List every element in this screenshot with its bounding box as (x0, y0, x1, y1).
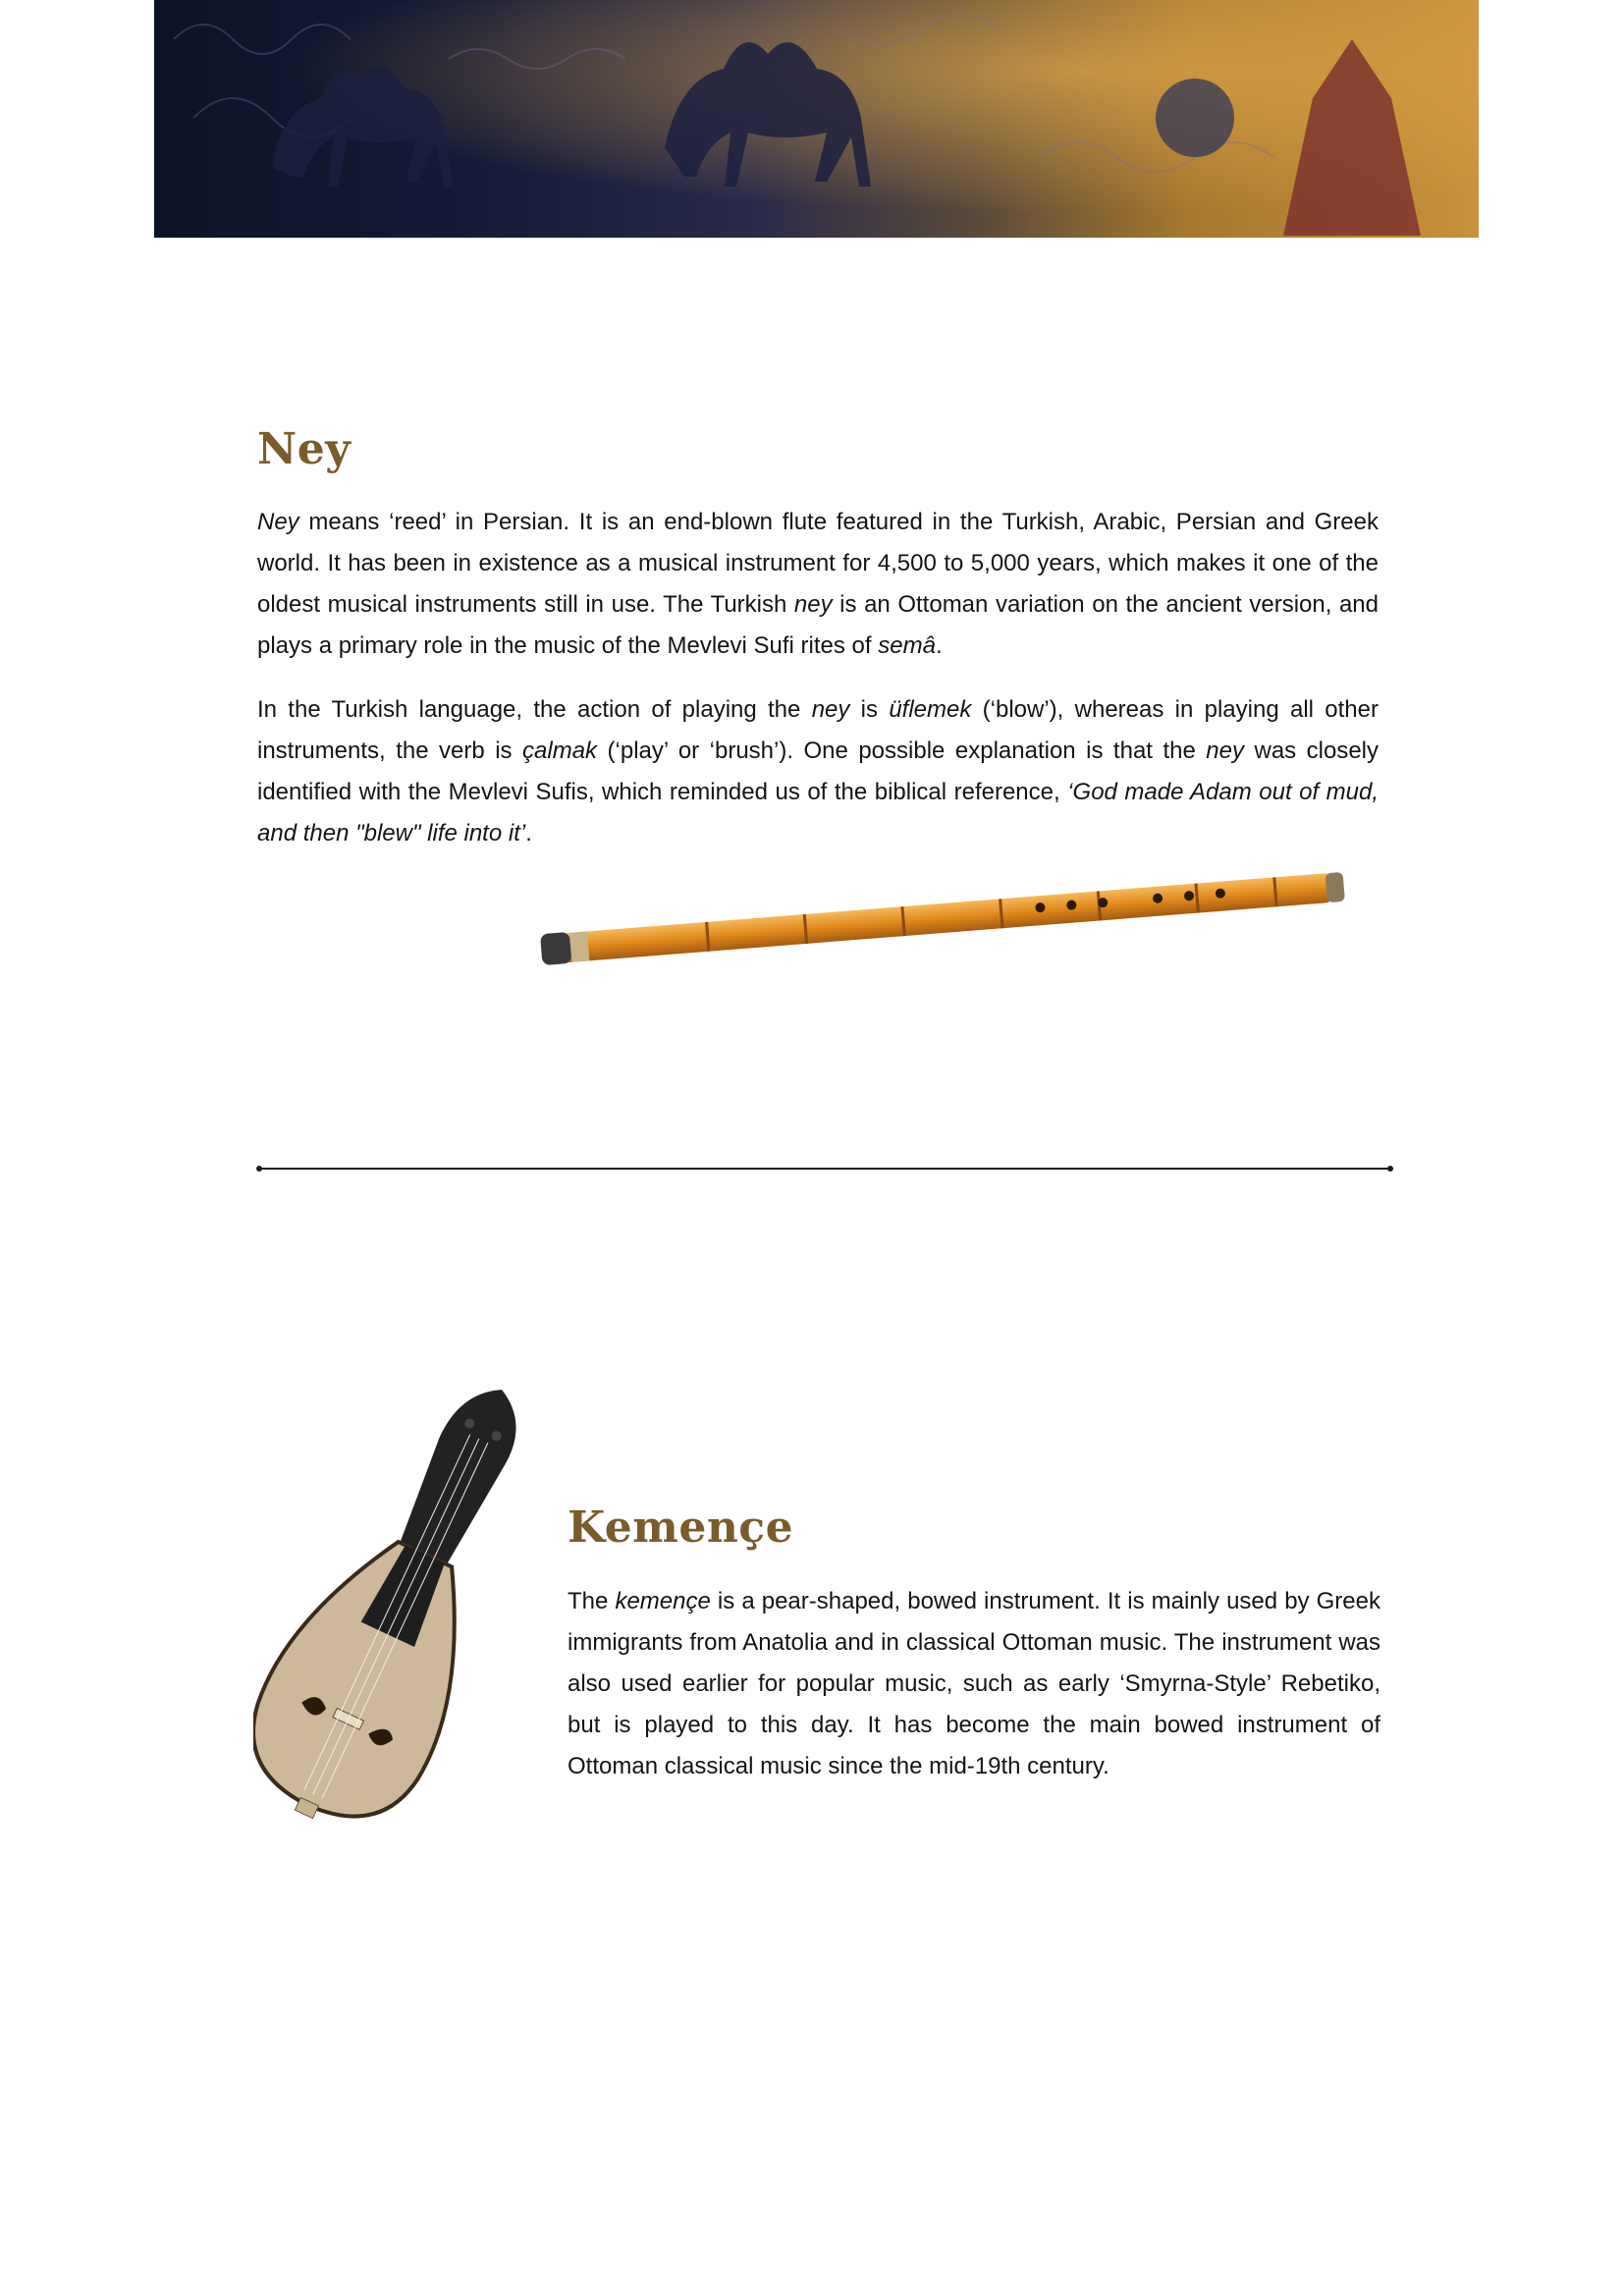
header-banner-image (154, 0, 1479, 238)
ney-flute-image (530, 864, 1355, 972)
section-divider (259, 1168, 1390, 1170)
ney-paragraph-1: Ney means ‘reed’ in Persian. It is an end-blown flute featured in the Turkish, Arabic, Persian and Greek world. It has been in existence as a musical instrument for 4,500 to 5,000 years, which makes it one of the oldest musical instruments still in use. The Turkish ney is an Ottoman variation on the ancient version, and plays a primary role in the music of the Mevlevi Sufi rites of semâ. (257, 509, 1379, 659)
kemence-instrument-image (253, 1360, 538, 1851)
kemence-section-title: Kemençe (568, 1503, 794, 1553)
ney-paragraph-2: In the Turkish language, the action of playing the ney is üflemek (‘blow’), whereas in playing all other instruments, the verb is çalmak (‘play’ or ‘brush’). One possible explanation is that the ney was closely identified with the Mevlevi Sufis, which reminded us of the biblical reference, ‘God made Adam out of mud, and then "blew" life into it’. (257, 696, 1380, 847)
kemence-paragraph-1: The kemençe is a pear-shaped, bowed instrument. It is mainly used by Greek immigrants from Anatolia and in classical Ottoman music. The instrument was also used earlier for popular music, such as early ‘Smyrna-Style’ Rebetiko, but is played to this day. It has become the main bowed instrument of Ottoman classical music since the mid-19th century. (568, 1588, 1380, 1779)
ney-section-title: Ney (257, 424, 352, 474)
